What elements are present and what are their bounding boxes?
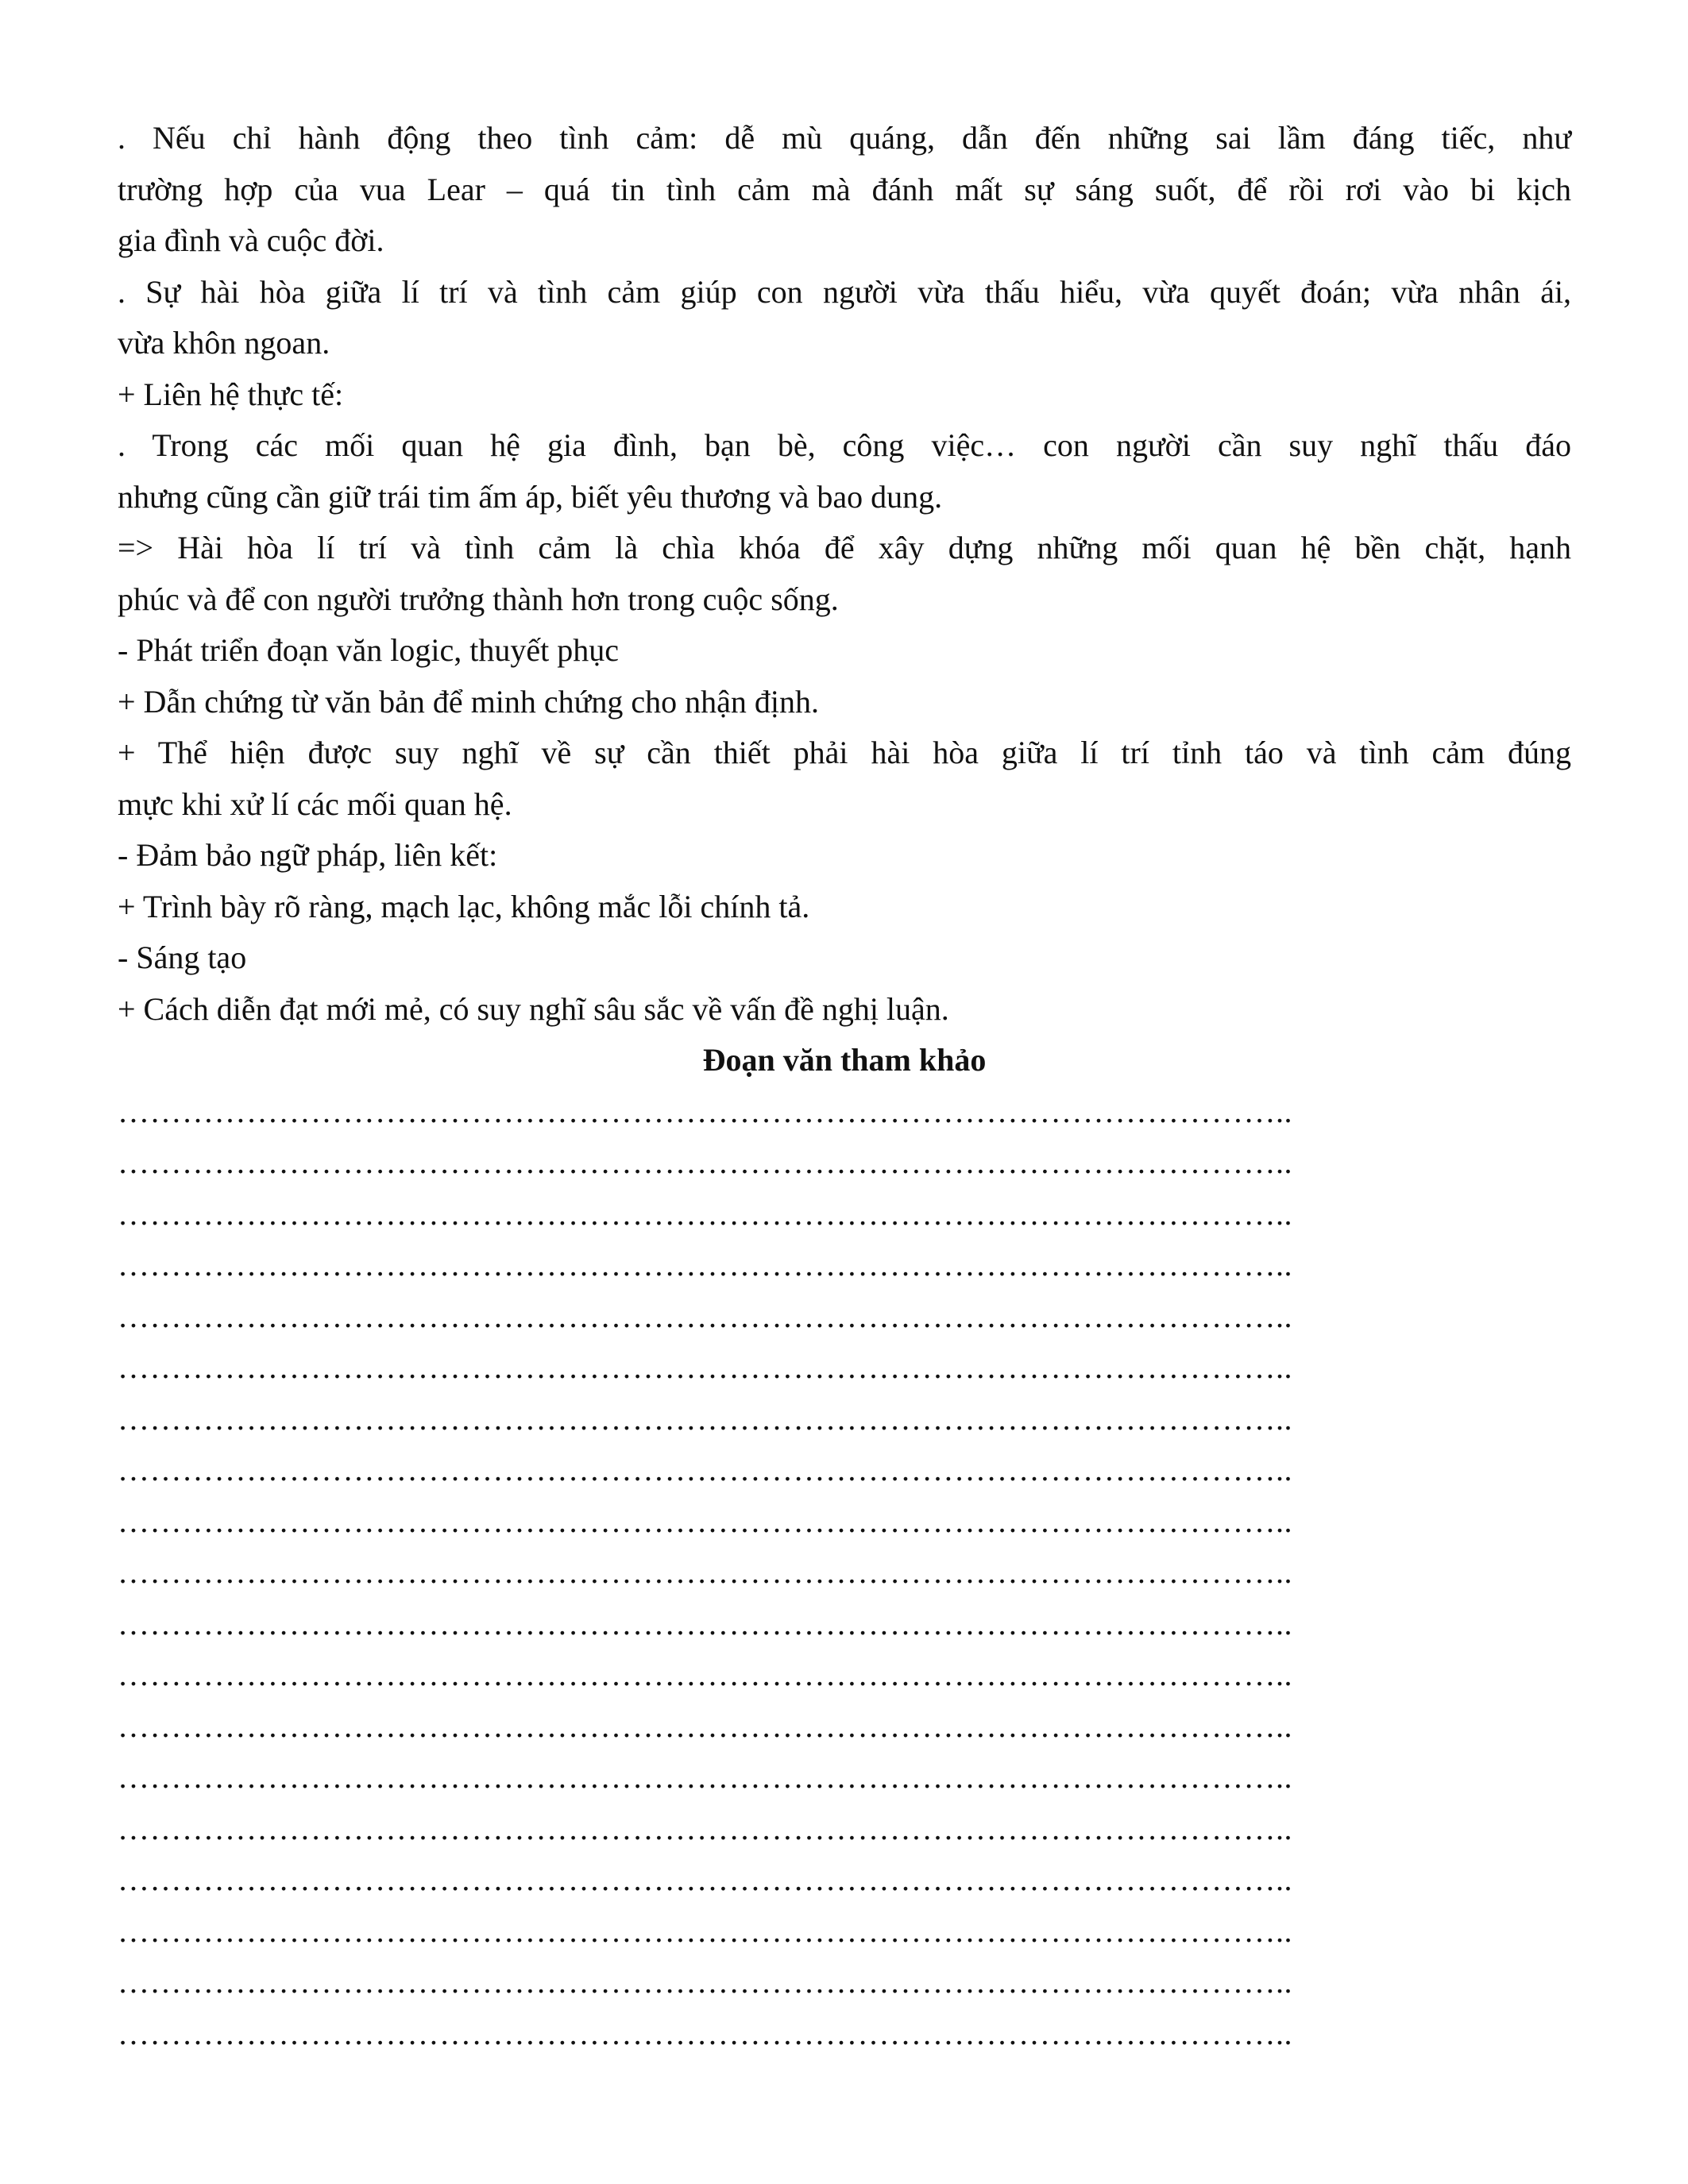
document-page	[118, 113, 1571, 2059]
text-line-5: vừa khôn ngoan.	[118, 325, 330, 361]
text-line-15: - Đảm bảo ngữ pháp, liên kết:	[118, 837, 498, 873]
text-line-7: . Trong các mối quan hệ gia đình, bạn bè, công việc… con người cần suy nghĩ thấu đáo	[118, 427, 1571, 463]
blank-line: ………………………………………………………………………………………………..	[118, 1144, 1292, 1180]
blank-line: ………………………………………………………………………………………………..	[118, 1247, 1292, 1283]
text-line-13: + Thể hiện được suy nghĩ về sự cần thiết phải hài hòa giữa lí trí tỉnh táo và tình cảm đúng	[118, 735, 1571, 770]
blank-line: ………………………………………………………………………………………………..	[118, 1195, 1292, 1232]
blank-line: ………………………………………………………………………………………………..	[118, 1298, 1292, 1334]
text-line-9: => Hài hòa lí trí và tình cảm là chìa khóa để xây dựng những mối quan hệ bền chặt, hạnh	[118, 530, 1571, 565]
blank-line: ………………………………………………………………………………………………..	[118, 1554, 1292, 1590]
text-line-6: + Liên hệ thực tế:	[118, 376, 344, 412]
blank-line: ………………………………………………………………………………………………..	[118, 1657, 1292, 1692]
text-line-10: phúc và để con người trưởng thành hơn trong cuộc sống.	[118, 581, 839, 617]
text-line-16: + Trình bày rõ ràng, mạch lạc, không mắc lỗi chính tả.	[118, 888, 810, 924]
text-line-18: + Cách diễn đạt mới mẻ, có suy nghĩ sâu sắc về vấn đề nghị luận.	[118, 990, 949, 1027]
text-line-17: - Sáng tạo	[118, 940, 247, 975]
blank-line: ………………………………………………………………………………………………..	[118, 1862, 1292, 1897]
blank-line: ………………………………………………………………………………………………..	[118, 1605, 1292, 1642]
blank-line: ………………………………………………………………………………………………..	[118, 1759, 1292, 1795]
blank-line: ………………………………………………………………………………………………..	[118, 1093, 1292, 1129]
section-title: Đoạn văn tham khảo	[702, 1042, 987, 1078]
text-line-12: + Dẫn chứng từ văn bản để minh chứng cho nhận định.	[118, 683, 819, 720]
text-line-8: nhưng cũng cần giữ trái tim ấm áp, biết yêu thương và bao dung.	[118, 478, 943, 515]
text-line-2: trường hợp của vua Lear – quá tin tình cảm mà đánh mất sự sáng suốt, để rồi rơi vào bi kịch	[118, 171, 1571, 207]
text-line-4: . Sự hài hòa giữa lí trí và tình cảm giúp con người vừa thấu hiểu, vừa quyết đoán; vừa nhân ái,	[118, 273, 1571, 310]
blank-line: ………………………………………………………………………………………………..	[118, 1810, 1292, 1846]
writing-area	[118, 1086, 1571, 2060]
text-line-14: mực khi xử lí các mối quan hệ.	[118, 785, 512, 822]
text-line-3: gia đình và cuộc đời.	[118, 222, 384, 258]
blank-line: ………………………………………………………………………………………………..	[118, 1912, 1292, 1949]
blank-line: ………………………………………………………………………………………………..	[118, 1503, 1292, 1539]
blank-line: ………………………………………………………………………………………………..	[118, 2015, 1292, 2051]
text-line-11: - Phát triển đoạn văn logic, thuyết phục	[118, 632, 619, 668]
text-line-1: . Nếu chỉ hành động theo tình cảm: dễ mù quáng, dẫn đến những sai lầm đáng tiếc, như	[118, 120, 1571, 156]
blank-line: ………………………………………………………………………………………………..	[118, 1707, 1292, 1744]
blank-line: ………………………………………………………………………………………………..	[118, 1452, 1292, 1488]
blank-line: ………………………………………………………………………………………………..	[118, 1349, 1292, 1385]
blank-line: ………………………………………………………………………………………………..	[118, 1964, 1292, 2000]
blank-line: ………………………………………………………………………………………………..	[118, 1400, 1292, 1437]
